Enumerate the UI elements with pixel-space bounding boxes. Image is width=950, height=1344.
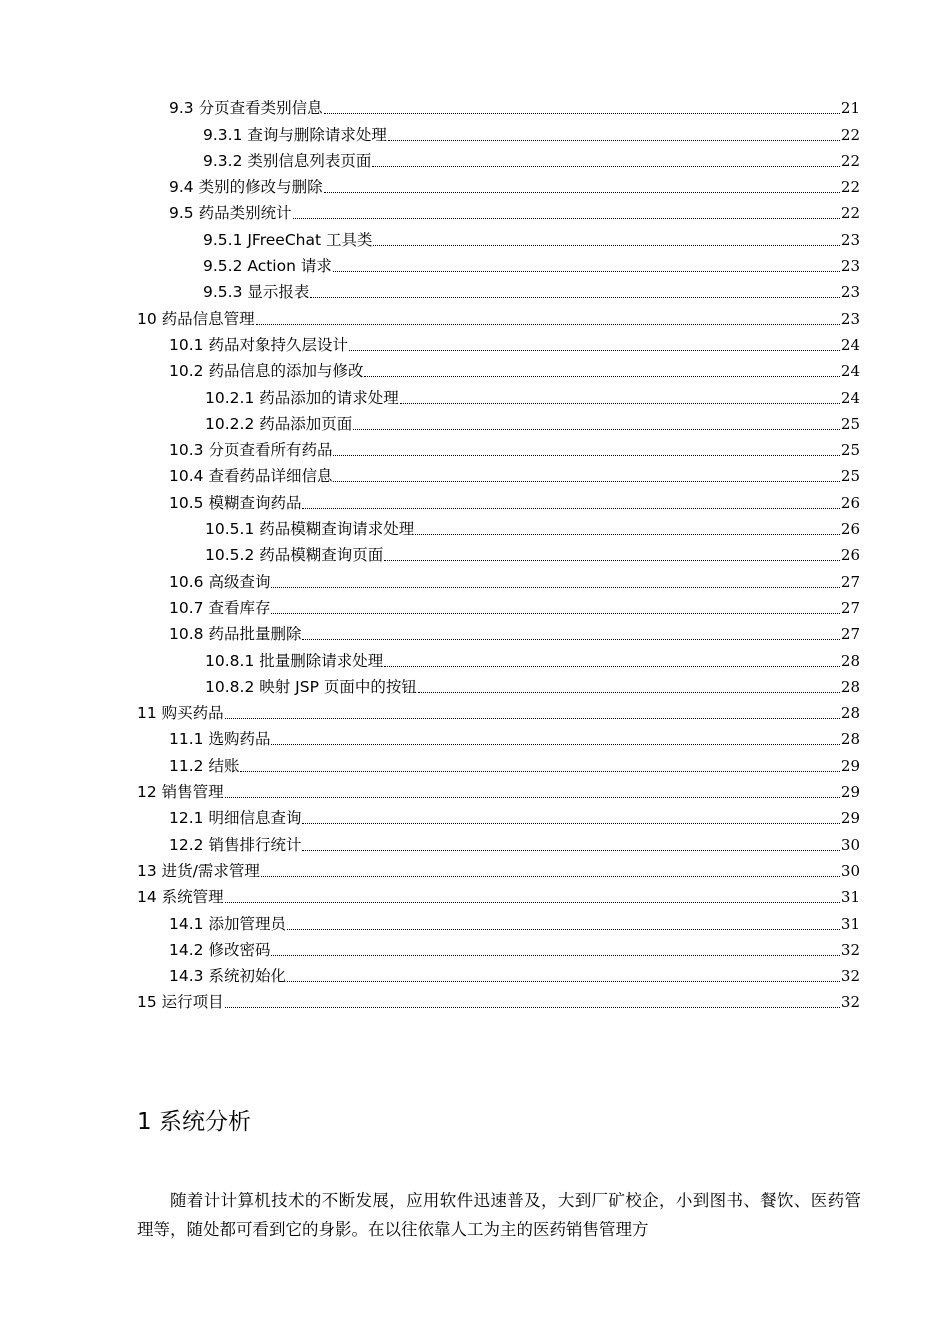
toc-entry-label: 10.8.1 批量删除请求处理 xyxy=(205,651,384,670)
toc-entry[interactable] xyxy=(137,855,860,881)
toc-entry-label: 11.2 结账 xyxy=(169,756,240,775)
toc-dot-leader xyxy=(293,217,840,219)
toc-dot-leader xyxy=(400,402,840,404)
toc-entry[interactable] xyxy=(203,145,860,171)
toc-entry[interactable] xyxy=(169,565,860,591)
toc-page-number: 27 xyxy=(840,598,860,617)
toc-entry-label: 9.5.1 JFreeChat 工具类 xyxy=(203,230,373,249)
toc-entry[interactable] xyxy=(169,92,860,118)
toc-page-number: 31 xyxy=(840,888,860,907)
toc-entry-label: 14.2 修改密码 xyxy=(169,940,271,959)
toc-dot-leader xyxy=(256,323,840,325)
toc-entry-label: 14.1 添加管理员 xyxy=(169,914,286,933)
toc-entry-label: 14.3 系统初始化 xyxy=(169,967,286,986)
section-heading: 1 系统分析 xyxy=(137,1109,251,1135)
table-of-contents xyxy=(0,92,950,1012)
toc-entry[interactable] xyxy=(205,671,860,697)
toc-dot-leader xyxy=(353,428,840,430)
toc-dot-leader xyxy=(287,928,840,930)
toc-entry-label: 10.8.2 映射 JSP 页面中的按钮 xyxy=(205,677,417,696)
toc-entry[interactable] xyxy=(169,171,860,197)
toc-page-number: 32 xyxy=(840,993,860,1012)
toc-page-number: 27 xyxy=(840,625,860,644)
toc-page-number: 21 xyxy=(840,99,860,118)
toc-entry-label: 10.5.1 药品模糊查询请求处理 xyxy=(205,520,415,539)
toc-entry[interactable] xyxy=(169,907,860,933)
toc-entry[interactable] xyxy=(205,408,860,434)
toc-page-number: 23 xyxy=(840,283,860,302)
toc-entry[interactable] xyxy=(169,434,860,460)
toc-dot-leader xyxy=(324,191,840,193)
toc-page-number: 28 xyxy=(840,704,860,723)
toc-entry-label: 9.5 药品类别统计 xyxy=(169,204,292,223)
toc-dot-leader xyxy=(372,165,840,167)
toc-page-number: 26 xyxy=(840,546,860,565)
toc-dot-leader xyxy=(333,454,840,456)
toc-dot-leader xyxy=(271,743,840,745)
toc-entry-label: 10.2.1 药品添加的请求处理 xyxy=(205,388,399,407)
toc-entry[interactable] xyxy=(137,302,860,328)
toc-entry[interactable] xyxy=(137,881,860,907)
toc-entry[interactable] xyxy=(203,223,860,249)
toc-entry[interactable] xyxy=(169,934,860,960)
toc-page-number: 24 xyxy=(840,335,860,354)
toc-page-number: 25 xyxy=(840,467,860,486)
toc-page-number: 31 xyxy=(840,914,860,933)
toc-dot-leader xyxy=(302,822,840,824)
toc-entry[interactable] xyxy=(205,381,860,407)
toc-dot-leader xyxy=(373,244,840,246)
toc-page-number: 23 xyxy=(840,257,860,276)
toc-dot-leader xyxy=(302,507,840,509)
toc-entry-label: 13 进货/需求管理 xyxy=(137,861,260,880)
toc-page-number: 22 xyxy=(840,125,860,144)
toc-dot-leader xyxy=(302,849,840,851)
toc-entry[interactable] xyxy=(169,592,860,618)
toc-entry[interactable] xyxy=(169,723,860,749)
toc-entry[interactable] xyxy=(169,802,860,828)
toc-dot-leader xyxy=(349,349,840,351)
toc-dot-leader xyxy=(364,375,840,377)
toc-page-number: 28 xyxy=(840,677,860,696)
toc-dot-leader xyxy=(310,296,840,298)
toc-entry[interactable] xyxy=(203,276,860,302)
toc-page-number: 29 xyxy=(840,783,860,802)
toc-page-number: 30 xyxy=(840,835,860,854)
toc-page-number: 29 xyxy=(840,809,860,828)
toc-dot-leader xyxy=(388,139,840,141)
toc-entry[interactable] xyxy=(169,197,860,223)
toc-page-number: 26 xyxy=(840,493,860,512)
toc-entry-label: 10.1 药品对象持久层设计 xyxy=(169,335,348,354)
toc-entry[interactable] xyxy=(203,250,860,276)
toc-entry-label: 11 购买药品 xyxy=(137,704,224,723)
body-paragraph: 随着计计算机技术的不断发展，应用软件迅速普及，大到厂矿校企，小到图书、餐饮、医药管理等，随处都可看到它的身影。在以往依靠人工为主的医药销售管理方 xyxy=(137,1191,861,1239)
toc-dot-leader xyxy=(261,875,840,877)
toc-dot-leader xyxy=(225,1006,840,1008)
toc-page-number: 29 xyxy=(840,756,860,775)
toc-entry-label: 9.5.2 Action 请求 xyxy=(203,257,332,276)
toc-entry-label: 9.3.2 类别信息列表页面 xyxy=(203,151,372,170)
toc-page-number: 24 xyxy=(840,362,860,381)
toc-entry[interactable] xyxy=(169,960,860,986)
toc-page-number: 24 xyxy=(840,388,860,407)
toc-entry[interactable] xyxy=(169,329,860,355)
toc-entry[interactable] xyxy=(169,828,860,854)
toc-entry[interactable] xyxy=(203,118,860,144)
toc-page-number: 28 xyxy=(840,651,860,670)
toc-page-number: 28 xyxy=(840,730,860,749)
toc-dot-leader xyxy=(271,586,840,588)
toc-entry-label: 10.5 模糊查询药品 xyxy=(169,493,302,512)
toc-page-number: 32 xyxy=(840,967,860,986)
toc-entry-label: 9.5.3 显示报表 xyxy=(203,283,310,302)
toc-page-number: 32 xyxy=(840,940,860,959)
toc-entry-label: 10.4 查看药品详细信息 xyxy=(169,467,333,486)
toc-entry[interactable] xyxy=(205,539,860,565)
toc-entry-label: 10.5.2 药品模糊查询页面 xyxy=(205,546,384,565)
toc-entry-label: 12.2 销售排行统计 xyxy=(169,835,302,854)
toc-page-number: 23 xyxy=(840,309,860,328)
toc-entry-label: 15 运行项目 xyxy=(137,993,224,1012)
toc-entry[interactable] xyxy=(205,513,860,539)
toc-page-number: 22 xyxy=(840,151,860,170)
toc-entry-label: 12.1 明细信息查询 xyxy=(169,809,302,828)
toc-dot-leader xyxy=(271,954,840,956)
toc-entry[interactable] xyxy=(169,460,860,486)
toc-entry-label: 9.3 分页查看类别信息 xyxy=(169,99,323,118)
toc-entry-label: 10.2.2 药品添加页面 xyxy=(205,414,353,433)
toc-page-number: 27 xyxy=(840,572,860,591)
toc-page-number: 25 xyxy=(840,414,860,433)
toc-dot-leader xyxy=(225,717,840,719)
toc-entry[interactable] xyxy=(137,986,860,1012)
toc-page-number: 26 xyxy=(840,520,860,539)
toc-dot-leader xyxy=(384,665,840,667)
toc-page-number: 22 xyxy=(840,178,860,197)
toc-entry[interactable] xyxy=(137,776,860,802)
toc-dot-leader xyxy=(415,533,840,535)
toc-dot-leader xyxy=(384,559,840,561)
toc-page-number: 23 xyxy=(840,230,860,249)
toc-entry-label: 10.3 分页查看所有药品 xyxy=(169,441,333,460)
toc-dot-leader xyxy=(302,638,840,640)
toc-entry-label: 10.8 药品批量删除 xyxy=(169,625,302,644)
toc-dot-leader xyxy=(240,770,840,772)
toc-page-number: 30 xyxy=(840,861,860,880)
toc-entry-label: 9.4 类别的修改与删除 xyxy=(169,178,323,197)
toc-entry-label: 11.1 选购药品 xyxy=(169,730,271,749)
toc-dot-leader xyxy=(418,691,840,693)
toc-dot-leader xyxy=(287,980,840,982)
toc-entry[interactable] xyxy=(169,618,860,644)
toc-entry[interactable] xyxy=(205,644,860,670)
toc-dot-leader xyxy=(333,480,840,482)
toc-entry-label: 10.2 药品信息的添加与修改 xyxy=(169,362,364,381)
toc-page-number: 25 xyxy=(840,441,860,460)
toc-dot-leader xyxy=(271,612,840,614)
toc-entry-label: 12 销售管理 xyxy=(137,783,224,802)
toc-entry[interactable] xyxy=(169,486,860,512)
toc-dot-leader xyxy=(225,796,840,798)
toc-page-number: 22 xyxy=(840,204,860,223)
toc-dot-leader xyxy=(333,270,840,272)
toc-entry-label: 14 系统管理 xyxy=(137,888,224,907)
toc-entry[interactable] xyxy=(137,697,860,723)
toc-entry-label: 10.6 高级查询 xyxy=(169,572,271,591)
toc-entry[interactable] xyxy=(169,355,860,381)
toc-entry-label: 9.3.1 查询与删除请求处理 xyxy=(203,125,387,144)
toc-entry-label: 10 药品信息管理 xyxy=(137,309,255,328)
toc-dot-leader xyxy=(324,112,840,114)
toc-entry-label: 10.7 查看库存 xyxy=(169,598,271,617)
toc-dot-leader xyxy=(225,901,840,903)
toc-entry[interactable] xyxy=(169,749,860,775)
